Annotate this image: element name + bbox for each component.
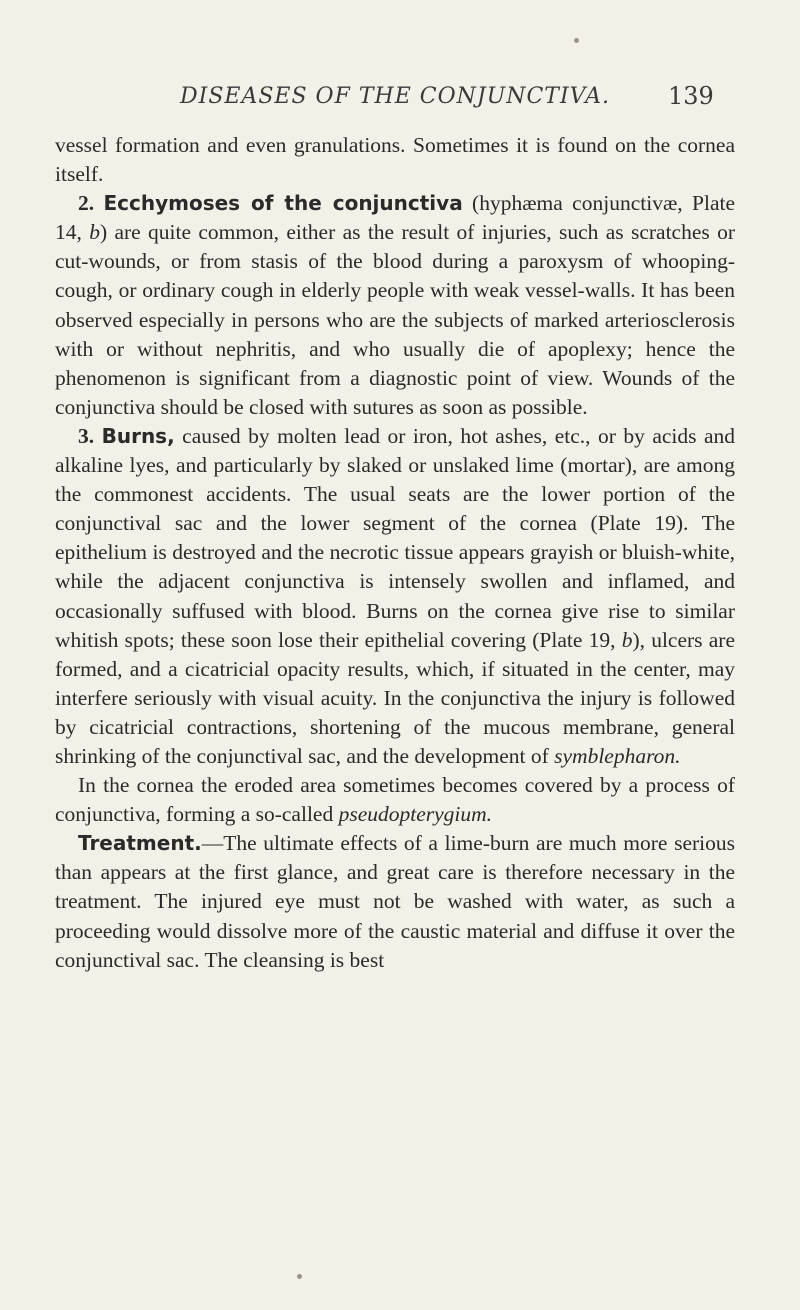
paper-speck [574,38,579,43]
plate-ref: b [621,627,633,652]
page-number: 139 [668,82,714,110]
term-symblepharon: symblepharon. [554,743,681,768]
section-heading-burns: Burns, [101,423,175,448]
paragraph-burns [55,422,735,771]
term-pseudopterygium: pseudopterygium. [338,802,493,827]
paper-speck [297,1274,302,1279]
paragraph-text: ) are quite common, either as the result of injuries, such as scratches or cut-wounds, or from stasis of the blood during a paroxysm of whooping-cough, or ordinary cough in elderly people with weak vessel-walls. It has been observed especially in persons who are the subjects of marked arteriosclerosis with or without nephritis, and who usually die of apoplexy; hence the phenomenon is significant from a diagnostic point of view. Wounds of the conjunctiva should be closed with sutures as soon as possible. [55,220,736,419]
section-heading-ecchymoses: Ecchymoses of the conjunctiva [103,191,463,216]
running-title: DISEASES OF THE CONJUNCTIVA. [180,84,610,109]
plate-ref: b [89,220,100,245]
paragraph-treatment [55,829,735,974]
paragraph-text: caused by molten lead or iron, hot ashes, etc., or by acids and alkaline lyes, and particularly by slaked or unslaked lime (mortar), are among the commonest accidents. The usual seats are the lower portion of the conjunctival sac and the lower segment of the cornea (Plate 19). The epithelium is destroyed and the necrotic tissue appears grayish or bluish-white, while the adjacent conjunctiva is intensely swollen and inflamed, and occasionally suffused with blood. Burns on the cornea give rise to similar whitish spots; these soon lose their epithelial covering (Plate 19, [55,423,735,652]
section-number: 2. [78,191,95,216]
body-text [55,131,735,975]
paragraph-text: In the cornea the eroded area sometimes becomes covered by a process of conjunctiva, forming a so-called [55,773,735,827]
paragraph-text: —The ultimate effects of a lime-burn are much more serious than appears at the first glance, and great care is therefore necessary in the treatment. The injured eye must not be washed with water, as such a proceeding would dissolve more of the caustic material and diffuse it over the conjunctival sac. The cleansing is best [55,831,735,972]
running-head [180,84,725,109]
paragraph-text: (hyphæma conjunctivæ, Plate 14, [55,191,736,245]
paragraph-text: ), ulcers are formed, and a cicatricial opacity results, which, if situated in the center, may interfere seriously with visual acuity. In the conjunctiva the injury is followed by cicatricial contractions, shortening of the mucous membrane, general shrinking of the conjunctival sac, and the development of [55,627,735,768]
paragraph-cornea [55,771,735,829]
section-heading-treatment: Treatment. [78,831,202,856]
paragraph-ecchymoses [55,189,735,422]
paragraph-continuation: vessel formation and even granulations. Sometimes it is found on the cornea itself. [55,133,735,187]
section-number: 3. [78,423,95,448]
